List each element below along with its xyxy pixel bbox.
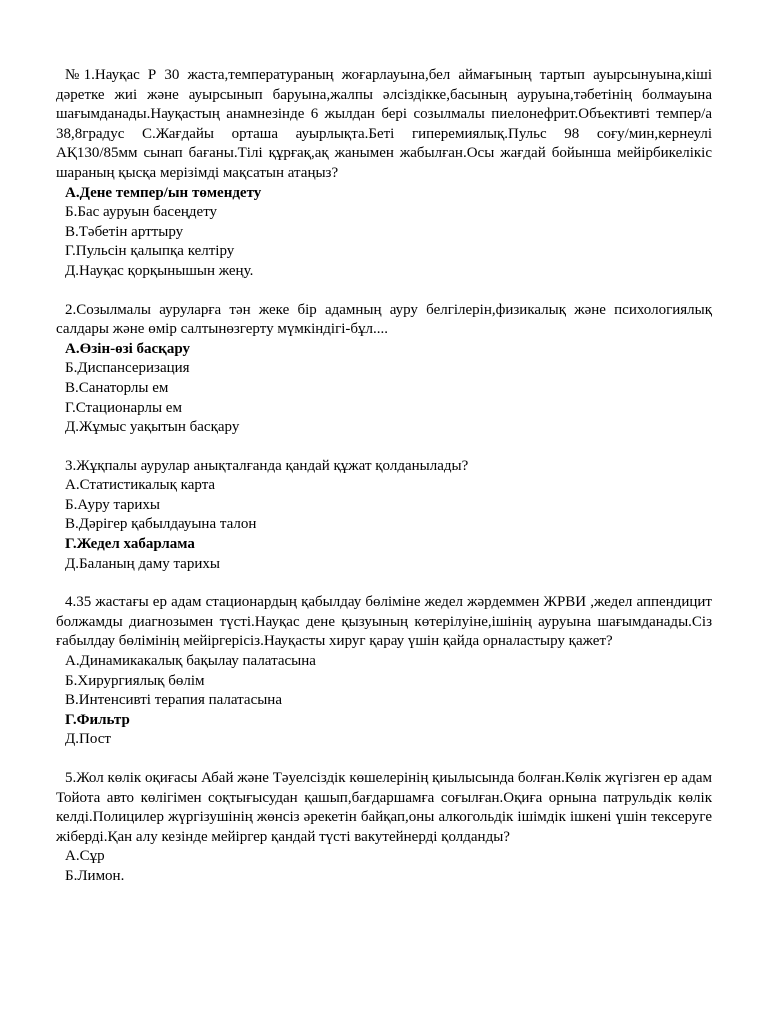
answer-option: Б.Ауру тарихы: [65, 496, 161, 513]
answer-option: В.Интенсивті терапия палатасына: [65, 692, 282, 709]
answer-option: А.Динамикакалық бақылау палатасына: [65, 653, 316, 670]
question-text: №1.Науқас Р 30 жаста,температураның жоғарлауына,бел аймағының тартып ауырсынуына,кіші дәретке жиі және ауырсынып баруына,жалпы әлсіздікке,басының ауруына,тәбетінің болмауына шағымданады.Науқастың анамнезінде 6 жылдан бері созылмалы пиелонефрит.Объективті темпер/а 38,8градус С.Жағдайы орташа ауырлықта.Беті гиперемиялық.Пульс 98 соғу/мин,кернеулі АҚ130/85мм сынап бағаны.Тілі құрғақ,ақ жанымен жабылған.Осы жағдай бойынша мейірбикелікіс шараның қысқа мерізімді мақсатын атаңыз?: [56, 67, 712, 181]
answer-option: Г.Стационарлы ем: [65, 399, 182, 416]
answer-option: Б.Лимон.: [65, 867, 125, 884]
question-block-1: [56, 66, 712, 282]
answer-option: А.Сұр: [65, 848, 105, 865]
question-text: 4.35 жастағы ер адам стационардың қабылдау бөліміне жедел жәрдеммен ЖРВИ ,жедел аппендицит болжамды диагнозымен түсті.Науқас дене қызуының көтерілуіне,ішінің ауруына шағымданады.Сіз ғабылдау бөлімінің мейіргерісіз.Науқасты хируг қарау үшін қайда орналастыру қажет?: [56, 594, 712, 650]
answer-option-correct: Г.Фильтр: [65, 711, 130, 728]
question-block-3: [56, 457, 712, 575]
answer-option: Д.Жұмыс уақытын басқару: [65, 419, 240, 436]
answer-option: Д.Науқас қорқынышын жеңу.: [65, 262, 254, 279]
answer-option-correct: Г.Жедел хабарлама: [65, 536, 195, 553]
answer-option: Б.Хирургиялық бөлім: [65, 672, 205, 689]
answer-options: [65, 476, 712, 574]
answer-option: Б.Бас ауруын басеңдету: [65, 204, 218, 221]
answer-option-correct: А.Дене темпер/ын төмендету: [65, 184, 262, 201]
answer-option-correct: А.Өзін-өзі басқару: [65, 340, 190, 357]
answer-options: [65, 652, 712, 750]
question-block-4: [56, 593, 712, 750]
question-block-5: [56, 769, 712, 887]
answer-options: [65, 184, 712, 282]
answer-options: [65, 340, 712, 438]
answer-option: В.Тәбетін арттыру: [65, 223, 184, 240]
answer-options: [65, 847, 712, 886]
question-text: 3.Жұқпалы аурулар анықталғанда қандай құжат қолданылады?: [65, 457, 469, 474]
answer-option: Б.Диспансеризация: [65, 360, 190, 377]
answer-option: Д.Баланың даму тарихы: [65, 555, 220, 572]
answer-option: А.Статистикалық карта: [65, 477, 216, 494]
question-text: 5.Жол көлік оқиғасы Абай және Тәуелсіздік көшелерінің қиылысында болған.Көлік жүгізген ер адам Тойота авто көлігімен соқтығысудан қашып,бағдаршамға соғылған.Оқиға орнына патрульдік көлік келді.Полицилер жүргізушінің жөнсіз әрекетін байқап,оны алкогольдік ішімдік ішкені үшін тексеруге жіберді.Қан алу кезінде мейіргер қандай түсті вакутейнерді қолданды?: [56, 770, 712, 845]
document-page: [56, 66, 712, 906]
answer-option: В.Санаторлы ем: [65, 379, 169, 396]
answer-option: В.Дәрігер қабылдауына талон: [65, 516, 257, 533]
question-text: 2.Созылмалы ауруларға тән жеке бір адамның ауру белгілерін,физикалық және психологиялық салдары және өмір салтынөзгерту мүмкіндігі-бұл....: [56, 301, 712, 338]
answer-option: Д.Пост: [65, 731, 111, 748]
question-block-2: [56, 301, 712, 438]
answer-option: Г.Пульсін қалыпқа келтіру: [65, 243, 235, 260]
